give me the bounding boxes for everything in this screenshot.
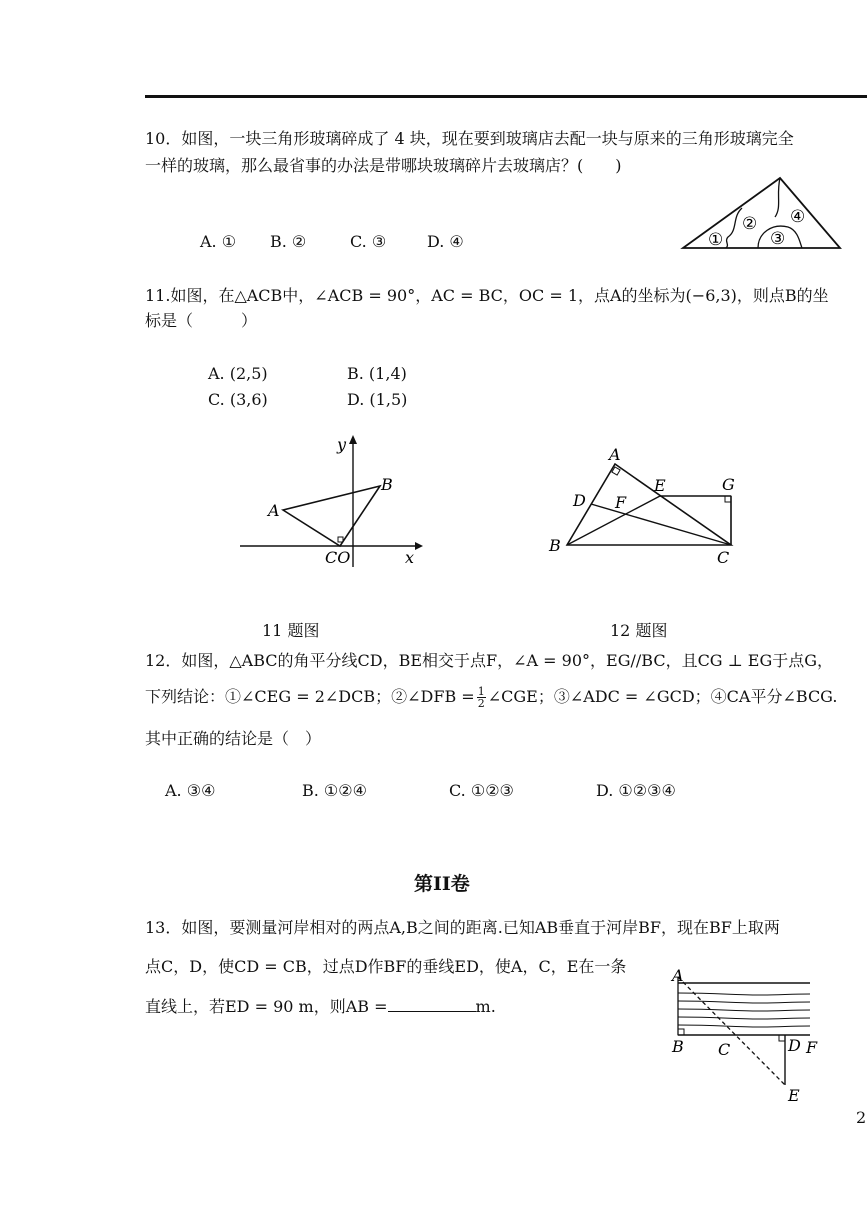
q12-triangle-figure [545,442,745,572]
piece-3-label: ③ [770,229,786,249]
point-d-label: D [788,1036,801,1055]
q11-line1: 11.如图，在△ACB中，∠ACB = 90°，AC = BC，OC = 1，点A的坐标为(−6,3)，则点B的坐 [145,286,829,305]
q10-option-b: B. ② [270,232,307,251]
q10-option-c: C. ③ [350,232,387,251]
fig11-caption: 11 题图 [262,621,320,640]
right-angle-b [678,1029,684,1035]
q11-line2: 标是（ ） [145,311,258,330]
header-rule [145,95,867,98]
point-f-label: F [615,493,627,512]
q12-line2-start: 下列结论：①∠CEG = 2∠DCB；②∠DFB = [145,687,475,706]
q12-option-b: B. ①②④ [302,781,367,800]
q13-line3-start: 直线上，若ED = 90 m，则AB = [145,997,388,1016]
q10-option-a: A. ① [200,232,237,251]
point-a-label: A [672,966,684,985]
crack-line-3 [775,178,780,217]
triangle-outline [683,178,840,248]
q11-option-b: B. (1,4) [347,364,407,383]
fig12-caption: 12 题图 [610,621,668,640]
piece-1-label: ① [708,230,724,250]
q10-line2: 一样的玻璃，那么最省事的办法是带哪块玻璃碎片去玻璃店？( ) [145,156,622,175]
point-b-label: B [549,536,561,555]
q12-option-d: D. ①②③④ [596,781,676,800]
segment-cd [591,504,731,545]
page-number: 2 [856,1108,867,1127]
y-axis-label: y [337,435,347,454]
point-f-label: F [806,1038,818,1057]
point-c-label: C [717,548,730,567]
right-angle-d [779,1035,785,1041]
segment-ae [678,977,785,1085]
point-d-label: D [573,491,586,510]
point-a-label: A [609,445,621,464]
section-title: 第II卷 [414,873,470,895]
q10-line1: 10．如图，一块三角形玻璃碎成了 4 块，现在要到玻璃店去配一块与原来的三角形玻璃完全 [145,129,794,148]
point-c-label: C [718,1040,731,1059]
x-axis-label: x [405,548,415,567]
piece-2-label: ② [742,214,758,234]
q10-triangle-figure [680,175,845,255]
q11-coordinate-figure [235,432,425,572]
point-a-label: A [268,501,280,520]
piece-4-label: ④ [790,207,806,227]
right-angle-g [725,496,731,502]
q12-option-c: C. ①②③ [449,781,514,800]
fraction-one-half: $\frac{1}{2}$ [477,685,485,710]
q12-line2-end: ∠CGE；③∠ADC = ∠GCD；④CA平分∠BCG. [487,687,838,706]
point-g-label: G [722,475,735,494]
q11-option-a: A. (2,5) [208,364,268,383]
q12-line2 [145,686,837,709]
triangle-acb [283,486,380,546]
river-lines [678,993,810,1027]
q12-line3: 其中正确的结论是（ ） [145,729,322,748]
q13-line3 [145,995,496,1018]
answer-blank [388,995,476,1012]
y-axis-arrow [349,435,357,444]
point-e-label: E [654,476,666,495]
point-b-label: B [381,475,393,494]
q11-option-c: C. (3,6) [208,390,268,409]
x-axis-arrow [415,542,423,550]
q12-option-a: A. ③④ [165,781,216,800]
q11-option-d: D. (1,5) [347,390,408,409]
q13-line2: 点C，D，使CD = CB，过点D作BF的垂线ED，使A，C，E在一条 [145,957,627,976]
q13-river-figure [670,965,830,1105]
point-co-label: CO [325,548,351,567]
point-e-label: E [788,1086,800,1105]
q13-line3-end: m. [475,997,496,1016]
crack-line-1 [726,208,742,248]
q13-line1: 13．如图，要测量河岸相对的两点A,B之间的距离.已知AB垂直于河岸BF，现在BF上取两 [145,918,780,937]
q12-line1: 12．如图，△ABC的角平分线CD，BE相交于点F，∠A = 90°，EG//BC，且CG ⊥ EG于点G， [145,651,834,670]
q10-option-d: D. ④ [427,232,464,251]
point-b-label: B [672,1037,684,1056]
